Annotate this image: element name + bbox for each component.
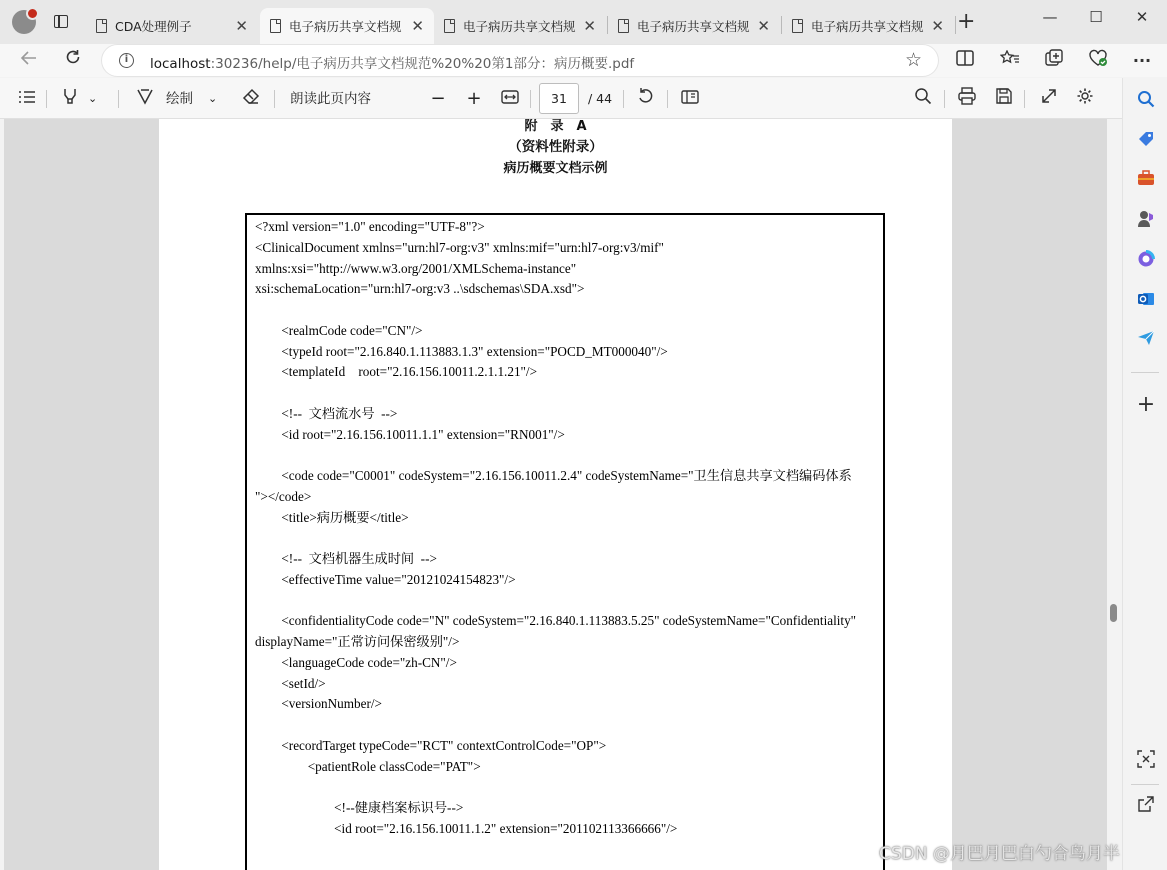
read-aloud-button[interactable]: 朗读此页内容: [290, 91, 371, 107]
profile-avatar[interactable]: [12, 10, 36, 34]
toolbar-separator: [118, 90, 119, 108]
code-line: <id root="2.16.156.10011.1.1" extension="RN001"/>: [255, 426, 565, 442]
search-icon[interactable]: [910, 87, 936, 111]
code-line: xsi:schemaLocation="urn:hl7-org:v3 ..\sdschemas\SDA.xsd">: [255, 281, 585, 297]
toolbar-separator: [274, 90, 275, 108]
sidebar-tools-briefcase-icon[interactable]: [1135, 170, 1157, 192]
print-icon[interactable]: [954, 87, 980, 111]
browser-essentials-icon[interactable]: [1085, 49, 1111, 73]
toolbar-separator: [46, 90, 47, 108]
code-line: <?xml version="1.0" encoding="UTF-8"?>: [255, 219, 485, 234]
tab-label: CDA处理例子: [115, 19, 192, 34]
refresh-button[interactable]: [59, 48, 87, 74]
tab-close-icon[interactable]: ✕: [931, 17, 944, 35]
appendix-heading: 附 录 A: [524, 119, 587, 134]
code-line: <confidentialityCode code="N" codeSystem="2.16.840.1.113883.5.25" codeSystemName="Confidentiality": [255, 613, 857, 629]
code-line: <versionNumber/>: [255, 696, 382, 712]
code-line: <effectiveTime value="20121024154823"/>: [255, 571, 516, 587]
tab-close-icon[interactable]: ✕: [235, 17, 248, 35]
page-icon: [270, 19, 281, 33]
code-line: <code code="C0001" codeSystem="2.16.156.10011.2.4" codeSystemName="卫生信息共享文档编码体系: [255, 468, 852, 483]
toolbar-separator: [623, 90, 624, 108]
tab-close-icon[interactable]: ✕: [757, 17, 770, 35]
code-line: <patientRole classCode="PAT">: [255, 758, 481, 774]
code-line: <!-- 文档流水号 -->: [255, 405, 398, 421]
fullscreen-icon[interactable]: [1036, 87, 1062, 111]
tab-emr-doc-4[interactable]: [782, 8, 954, 44]
url-text[interactable]: [150, 52, 634, 72]
sidebar-screenshot-icon[interactable]: [1135, 750, 1157, 772]
page-icon: [96, 19, 107, 33]
tab-label: 电子病历共享文档规: [811, 19, 924, 34]
code-line: <languageCode code="zh-CN"/>: [255, 654, 457, 670]
edge-sidebar: [1122, 78, 1167, 870]
zoom-out-icon[interactable]: −: [430, 88, 446, 109]
pdf-viewer[interactable]: [4, 119, 1107, 870]
appendix-subheading: （资料性附录）: [508, 139, 603, 155]
sidebar-add-icon[interactable]: +: [1136, 392, 1156, 417]
save-icon[interactable]: [991, 87, 1017, 111]
code-line: <recordTarget typeCode="RCT" contextControlCode="OP">: [255, 737, 607, 753]
navigation-bar: [0, 44, 1167, 77]
code-line: <realmCode code="CN"/>: [255, 322, 423, 338]
settings-gear-icon[interactable]: [1072, 87, 1098, 111]
page-view-icon[interactable]: [677, 87, 703, 111]
zoom-in-icon[interactable]: +: [466, 88, 482, 109]
tab-label: 电子病历共享文档规: [637, 19, 750, 34]
highlight-dropdown-chevron-icon[interactable]: ⌄: [88, 92, 98, 105]
tab-close-icon[interactable]: ✕: [411, 17, 424, 35]
highlight-icon[interactable]: [57, 87, 83, 111]
page-icon: [618, 19, 629, 33]
url-host: localhost: [150, 56, 211, 72]
code-line: <!--健康档案标识号-->: [255, 800, 464, 815]
favorites-icon[interactable]: [997, 49, 1023, 73]
toolbar-separator: [1024, 90, 1025, 108]
sidebar-copilot-icon[interactable]: [1135, 250, 1157, 272]
page-icon: [792, 19, 803, 33]
draw-dropdown-chevron-icon[interactable]: ⌄: [208, 92, 218, 105]
draw-button[interactable]: 绘制: [166, 91, 193, 107]
maximize-button[interactable]: ☐: [1089, 8, 1103, 26]
sidebar-send-icon[interactable]: [1135, 330, 1157, 352]
tab-emr-doc-active[interactable]: [260, 8, 434, 44]
sidebar-outlook-icon[interactable]: [1135, 290, 1157, 312]
code-line: <setId/>: [255, 675, 326, 691]
code-line: xmlns:xsi="http://www.w3.org/2001/XMLSchema-instance": [255, 260, 577, 276]
toolbar-separator: [530, 90, 531, 108]
vertical-scrollbar-thumb[interactable]: [1110, 604, 1117, 622]
site-info-icon[interactable]: i: [119, 53, 134, 68]
code-line: "></code>: [255, 488, 312, 504]
refresh-icon: [64, 48, 82, 66]
toolbar-separator: [944, 90, 945, 108]
split-screen-icon[interactable]: [952, 49, 978, 73]
watermark-text: CSDN @月巴月巴白勺合鸟月半: [879, 844, 1120, 864]
fit-page-icon[interactable]: [497, 87, 523, 111]
sidebar-separator: [1131, 372, 1159, 373]
sidebar-games-icon[interactable]: [1135, 210, 1157, 232]
code-line: <id root="2.16.156.10011.1.2" extension="201102113366666"/>: [255, 820, 678, 836]
sidebar-search-icon[interactable]: [1135, 90, 1157, 112]
code-line: <title>病历概要</title>: [255, 509, 409, 525]
page-total: / 44: [588, 91, 613, 106]
collections-icon[interactable]: [1041, 49, 1067, 73]
pdf-page: [159, 119, 952, 870]
page-icon: [444, 19, 455, 33]
minimize-button[interactable]: —: [1042, 8, 1058, 26]
tab-emr-doc-2[interactable]: [434, 8, 606, 44]
back-button[interactable]: [15, 48, 43, 74]
tab-separator: [955, 16, 956, 34]
code-line: <templateId root="2.16.156.10011.2.1.1.21"/>: [255, 364, 538, 380]
table-of-contents-icon[interactable]: [14, 87, 40, 111]
pdf-toolbar: [0, 78, 1122, 119]
tab-label: 电子病历共享文档规: [463, 19, 576, 34]
rotate-icon[interactable]: [633, 87, 659, 111]
sidebar-shopping-tag-icon[interactable]: [1135, 130, 1157, 152]
page-number-input[interactable]: 31: [539, 83, 579, 114]
draw-icon[interactable]: [132, 87, 158, 111]
tab-label: 电子病历共享文档规: [289, 19, 402, 34]
tab-emr-doc-3[interactable]: [608, 8, 780, 44]
eraser-icon[interactable]: [238, 87, 264, 111]
code-line: <ClinicalDocument xmlns="urn:hl7-org:v3" xmlns:mif="urn:hl7-org:v3/mif": [255, 239, 664, 255]
new-tab-button[interactable]: +: [957, 9, 976, 34]
tab-close-icon[interactable]: ✕: [583, 17, 596, 35]
tab-cda-example[interactable]: [86, 8, 258, 44]
code-line: displayName="正常访问保密级别"/>: [255, 634, 460, 649]
tab-actions-icon[interactable]: [50, 12, 72, 32]
code-line: <typeId root="2.16.840.1.113883.1.3" extension="POCD_MT000040"/>: [255, 343, 668, 359]
address-bar[interactable]: [102, 45, 938, 76]
xml-code-box: [245, 213, 885, 870]
url-path: :30236/help/电子病历共享文档规范%20%20第1部分：病历概要.pdf: [210, 56, 635, 72]
appendix-title: 病历概要文档示例: [503, 161, 608, 176]
sidebar-separator: [1131, 784, 1159, 785]
tab-strip: [0, 0, 1167, 44]
back-arrow-icon: [20, 50, 38, 66]
sidebar-open-external-icon[interactable]: [1135, 796, 1157, 818]
close-window-button[interactable]: ✕: [1135, 8, 1149, 26]
favorite-star-icon[interactable]: ☆: [904, 49, 922, 71]
toolbar-separator: [667, 90, 668, 108]
code-line: <!-- 文档机器生成时间 -->: [255, 551, 437, 566]
more-options-icon[interactable]: ···: [1132, 51, 1152, 70]
